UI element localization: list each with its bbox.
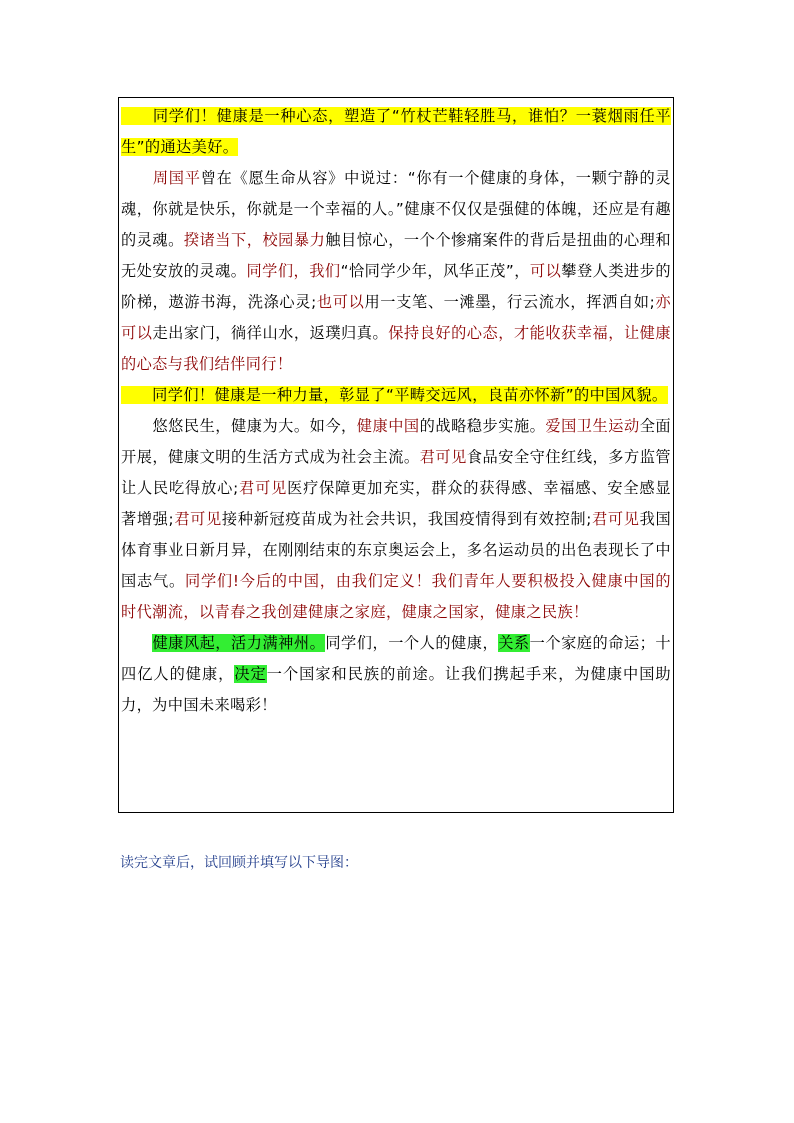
- paragraph-5: [121, 628, 671, 721]
- marked-phrase: 君可见: [238, 479, 288, 497]
- text-span: 攀登人类进步的阶梯，遨游书海，洗涤心灵;: [121, 262, 671, 311]
- marked-phrase: 亦可以: [121, 293, 672, 342]
- text-span: 一个国家和民族的前途。让我们携起手来，为健康中国助力，为中国未来喝彩！: [121, 665, 671, 714]
- text-span: 一个家庭的命运；十四亿人的健康，: [121, 634, 671, 683]
- text-span: “恰同学少年，风华正茂”，: [340, 262, 530, 280]
- marked-phrase: 爱国卫生运动: [545, 417, 640, 435]
- marked-phrase: 保持良好的心态，才能收获幸福，让健康的心态与我们结伴同行！: [121, 324, 671, 373]
- text-span: 悠悠民生，健康为大。如今，: [152, 417, 357, 435]
- marked-phrase: 同学们，我们: [246, 262, 341, 280]
- marked-phrase: 健康中国: [356, 417, 420, 435]
- marked-phrase: 君可见: [419, 448, 467, 466]
- mindmap-prompt: 读完文章后，试回顾并填写以下导图：: [120, 855, 358, 871]
- highlight-thesis-2: 同学们！健康是一种力量，彰显了“平畴交远风，良苗亦怀新”的中国风貌。: [121, 386, 668, 404]
- text-span: 食品安全守住红线，多方监管让人民吃得放心;: [121, 448, 671, 497]
- highlight-keyword: 决定: [234, 665, 267, 683]
- highlight-thesis-1: 同学们！健康是一种心态，塑造了“竹杖芒鞋轻胜马，谁怕？一蓑烟雨任平生”的通达美好。: [121, 107, 671, 156]
- marked-phrase: 可以: [529, 262, 562, 280]
- text-span: 同学们，一个人的健康，: [325, 634, 499, 652]
- text-span: 走出家门，徜徉山水，返璞归真。: [152, 324, 389, 342]
- article-text-box: [118, 97, 674, 813]
- text-span: 的战略稳步实施。: [419, 417, 546, 435]
- marked-phrase: 也可以: [316, 293, 365, 311]
- marked-phrase: 君可见: [174, 510, 222, 528]
- text-span: 曾在《愿生命从容》中说过：“你有一个健康的身体，一颗宁静的灵魂，你就是快乐，你就是一个幸福的人。”健康不仅仅是强健的体魄，还应是有趣的灵魂。: [121, 169, 672, 249]
- text-span: 我国体育事业日新月异，在刚刚结束的东京奥运会上，多名运动员的出色表现长了中国志气。: [121, 510, 672, 590]
- marked-phrase: 揆诸当下，校园暴力: [183, 231, 326, 249]
- text-span: 接种新冠疫苗成为社会共识，我国疫情得到有效控制;: [221, 510, 592, 528]
- paragraph-2: [121, 163, 671, 380]
- paragraph-3: [121, 380, 671, 411]
- text-span: 触目惊心，一个个惨痛案件的背后是扭曲的心理和无处安放的灵魂。: [121, 231, 671, 280]
- highlight-conclusion: 健康风起，活力满神州。: [152, 634, 326, 652]
- marked-phrase: 同学们!今后的中国，由我们定义！我们青年人要积极投入健康中国的时代潮流，以青春之我创建健康之家庭，健康之国家，健康之民族！: [121, 572, 671, 621]
- highlight-keyword: 关系: [498, 634, 530, 652]
- author-name: 周国平: [152, 169, 201, 187]
- paragraph-1: [121, 101, 671, 163]
- text-span: 全面开展，健康文明的生活方式成为社会主流。: [121, 417, 671, 466]
- paragraph-4: [121, 411, 671, 628]
- text-span: 用一支笔、一滩墨，行云流水，挥洒自如;: [364, 293, 656, 311]
- text-span: 医疗保障更加充实，群众的获得感、幸福感、安全感显著增强;: [121, 479, 671, 528]
- marked-phrase: 君可见: [591, 510, 640, 528]
